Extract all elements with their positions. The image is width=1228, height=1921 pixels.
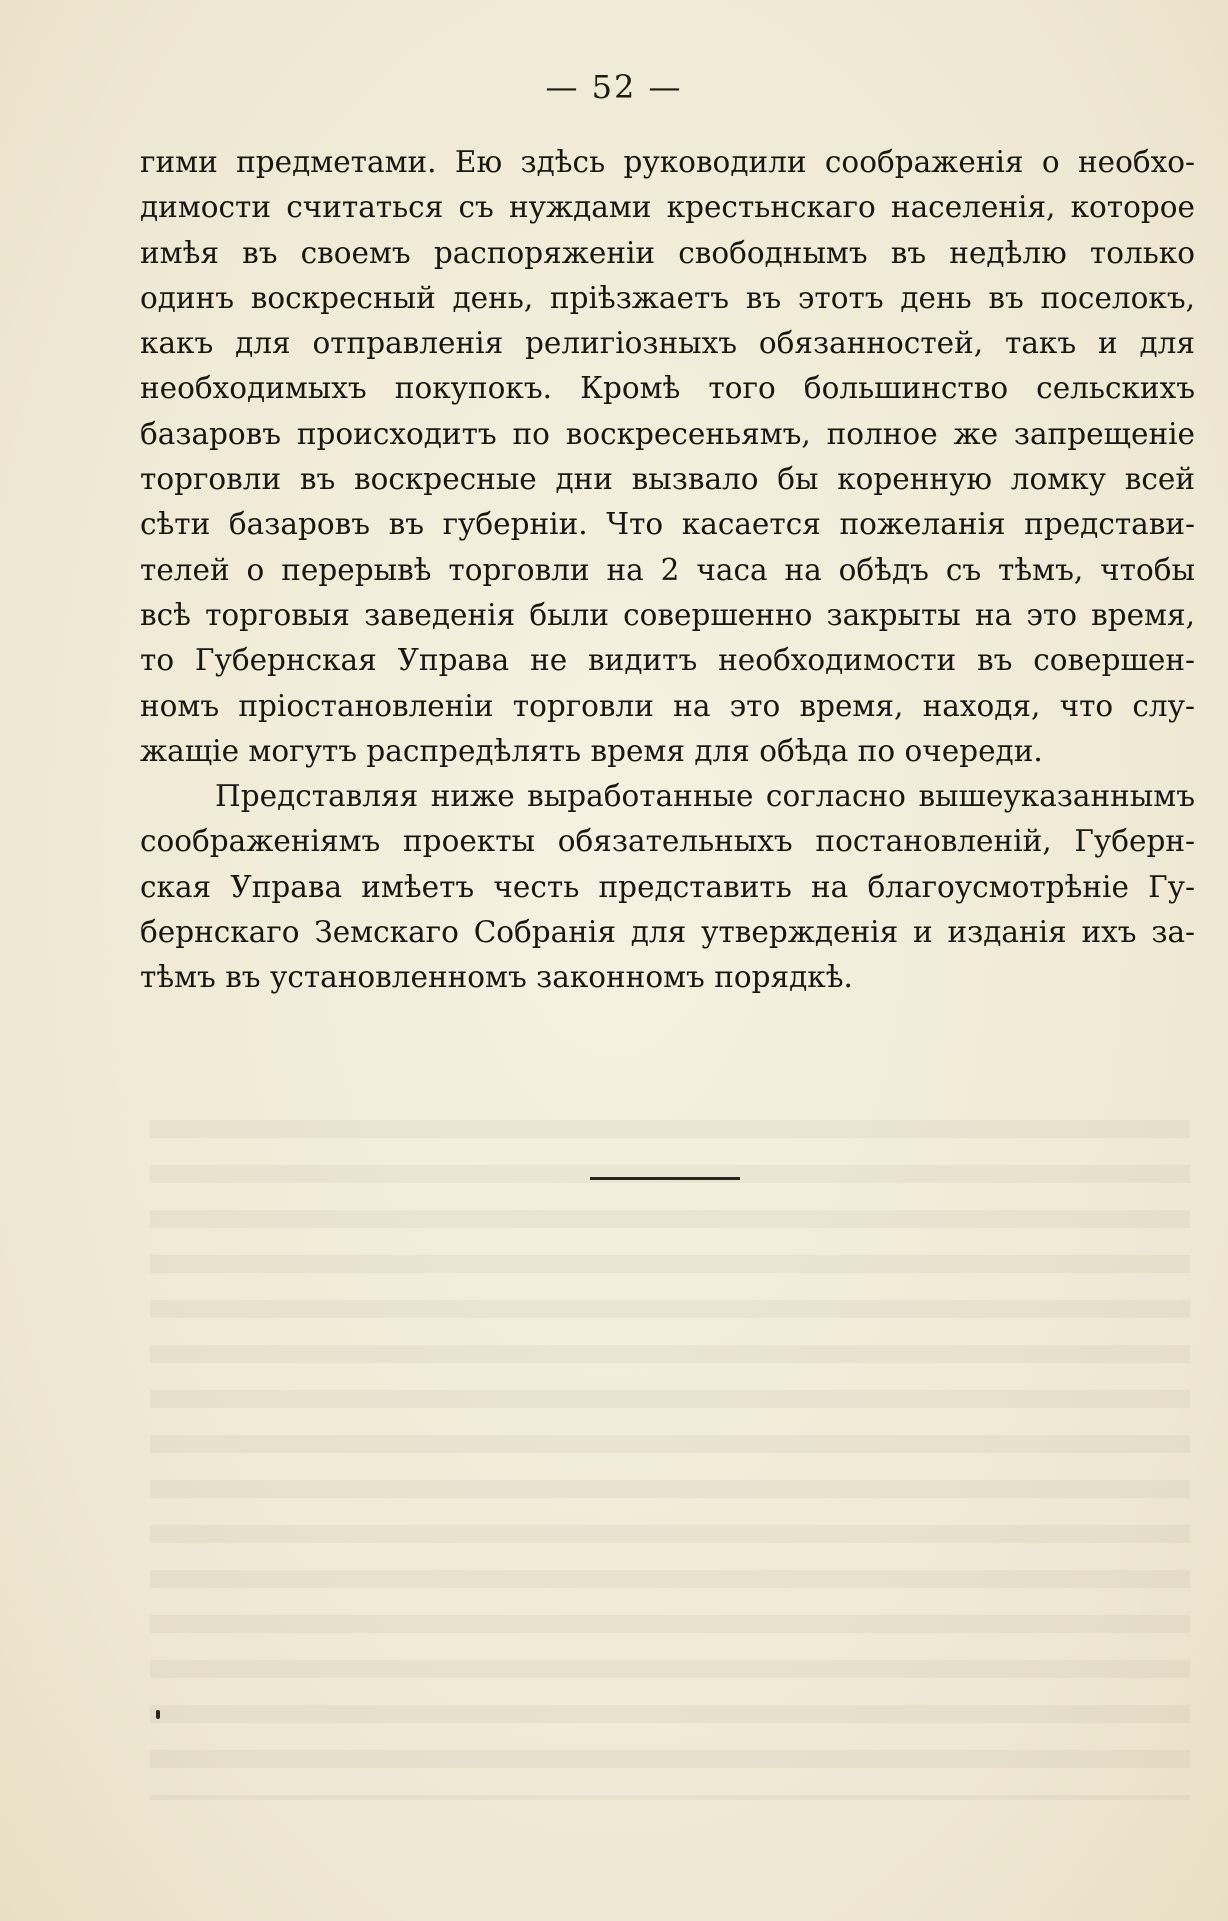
text-line: необходимыхъ покупокъ. Кромѣ того большинство сельскихъ [140, 371, 1195, 406]
section-divider [590, 1177, 740, 1180]
page-number: — 52 — [545, 68, 683, 106]
body-text [140, 140, 1195, 1001]
text-line: то Губернская Управа не видитъ необходимости въ совершен- [140, 643, 1195, 678]
text-line: имѣя въ своемъ распоряженіи свободнымъ въ недѣлю только [140, 235, 1195, 270]
text-line: телей о перерывѣ торговли на 2 часа на обѣдъ съ тѣмъ, чтобы [140, 552, 1195, 587]
text-line: тѣмъ въ установленномъ законномъ порядкѣ. [140, 960, 853, 995]
text-line: сѣти базаровъ въ губерніи. Что касается пожеланія представи- [140, 507, 1195, 542]
text-line: какъ для отправленія религіозныхъ обязанностей, такъ и для [140, 326, 1195, 361]
text-line: бернскаго Земскаго Собранія для утвержденія и изданія ихъ за- [140, 915, 1195, 950]
text-line: всѣ торговыя заведенія были совершенно закрыты на это время, [140, 597, 1195, 632]
text-line: жащіе могутъ распредѣлять время для обѣда по очереди. [140, 733, 1043, 768]
text-line: базаровъ происходитъ по воскресеньямъ, полное же запрещеніе [140, 416, 1195, 451]
text-line: Представляя ниже выработанные согласно вышеуказаннымъ [215, 779, 1195, 814]
text-line: ская Управа имѣетъ честь представить на благоусмотрѣніе Гу- [140, 869, 1195, 904]
text-line: одинъ воскресный день, пріѣзжаетъ въ этотъ день въ поселокъ, [140, 280, 1195, 315]
ink-speck [156, 1710, 160, 1719]
text-line: номъ пріостановленіи торговли на это время, находя, что слу- [140, 688, 1195, 723]
text-line: димости считаться съ нуждами крестьнскаго населенія, которое [140, 190, 1195, 225]
text-line: гими предметами. Ею здѣсь руководили соображенія о необхо- [140, 145, 1195, 179]
text-line: торговли въ воскресные дни вызвало бы коренную ломку всей [140, 462, 1195, 497]
bleed-through-texture [150, 1120, 1190, 1800]
text-line: соображеніямъ проекты обязательныхъ постановленій, Губерн- [140, 824, 1195, 859]
